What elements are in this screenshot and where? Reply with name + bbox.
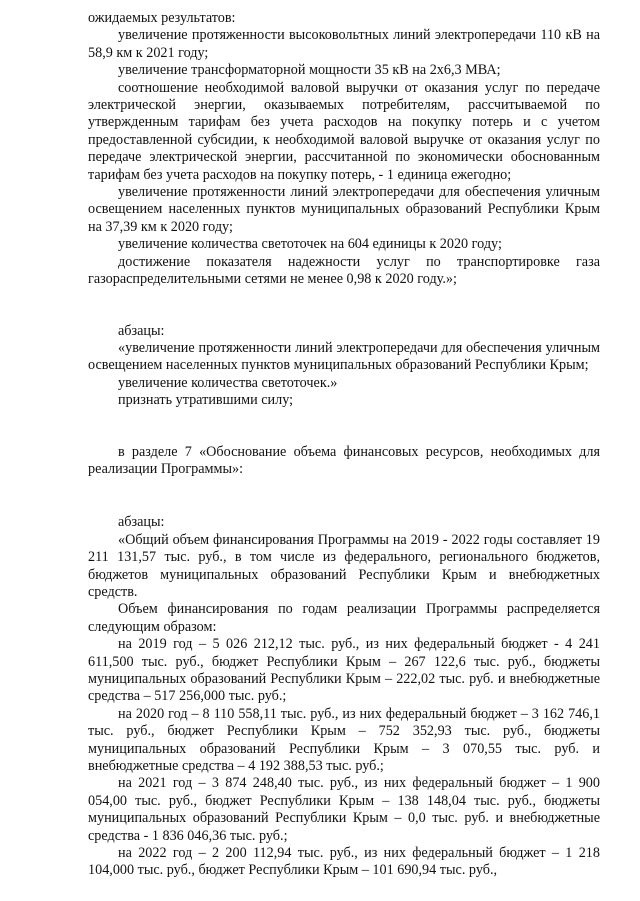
paragraph: абзацы: (118, 514, 165, 531)
paragraph: «Общий объем финансирования Программы на 2019 - 2022 годы составляет 19 211 131,57 тыс. руб., в том числе из федерального, регионального бюджетов, бюджетов муниципальных образований Республики Крым и внебюджетных средств. (88, 531, 600, 600)
paragraph: увеличение количества светоточек.» (118, 374, 338, 391)
paragraph: увеличение количества светоточек на 604 единицы к 2020 году; (118, 236, 502, 253)
document-body (88, 10, 600, 880)
paragraph: соотношение необходимой валовой выручки от оказания услуг по передаче электрической энергии, оказываемых потребителям, рассчитываемой по утвержденным тарифам без учета расходов на покупку потерь и с учетом предоставленной субсидии, к необходимой валовой выручке от оказания услуг по передаче электрической энергии, рассчитанной по экономически обоснованным тарифам без учета расходов на покупку потерь, - 1 единица ежегодно; (88, 79, 600, 183)
paragraph: увеличение протяженности высоковольтных линий электропередачи 110 кВ на 58,9 км к 2021 году; (88, 27, 600, 61)
paragraph: признать утратившими силу; (118, 392, 294, 409)
paragraph: на 2020 год – 8 110 558,11 тыс. руб., из них федеральный бюджет – 3 162 746,1 тыс. руб., бюджет Республики Крым – 752 352,93 тыс. руб., бюджеты муниципальных образований Республики Крым – 3 070,55 тыс. руб. и внебюджетные средства – 4 192 388,53 тыс. руб.; (88, 705, 600, 775)
paragraph: «увеличение протяженности линий электропередачи для обеспечения уличным освещением населенных пунктов муниципальных образований Республики Крым; (88, 339, 600, 374)
paragraph: достижение показателя надежности услуг по транспортировке газа газораспределительными сетями не менее 0,98 к 2020 году.»; (88, 253, 600, 288)
paragraph: Объем финансирования по годам реализации Программы распределяется следующим образом: (88, 601, 600, 635)
paragraph: на 2019 год – 5 026 212,12 тыс. руб., из них федеральный бюджет - 4 241 611,500 тыс. руб., бюджет Республики Крым – 267 122,6 тыс. руб., бюджеты муниципальных образований Республики Крым – 222,02 тыс. руб. и внебюджетные средства – 517 256,000 тыс. руб.; (88, 636, 600, 705)
paragraph: увеличение трансформаторной мощности 35 кВ на 2х6,3 МВА; (118, 62, 501, 79)
paragraph: на 2021 год – 3 874 248,40 тыс. руб., из них федеральный бюджет – 1 900 054,00 тыс. руб., бюджет Республики Крым – 138 148,04 тыс. руб., бюджеты муниципальных образований Республики Крым – 0,0 тыс. руб. и внебюджетные средства - 1 836 046,36 тыс. руб.; (88, 775, 600, 844)
paragraph: ожидаемых результатов: (88, 10, 236, 26)
paragraph: на 2022 год – 2 200 112,94 тыс. руб., из них федеральный бюджет – 1 218 104,000 тыс. руб., бюджет Республики Крым – 101 690,94 тыс. руб., (88, 845, 600, 879)
paragraph: увеличение протяженности линий электропередачи для обеспечения уличным освещением населенных пунктов муниципальных образований Республики Крым на 37,39 км к 2020 году; (88, 184, 600, 235)
paragraph: в разделе 7 «Обоснование объема финансовых ресурсов, необходимых для реализации Программы»: (88, 443, 600, 477)
paragraph: абзацы: (118, 322, 165, 339)
